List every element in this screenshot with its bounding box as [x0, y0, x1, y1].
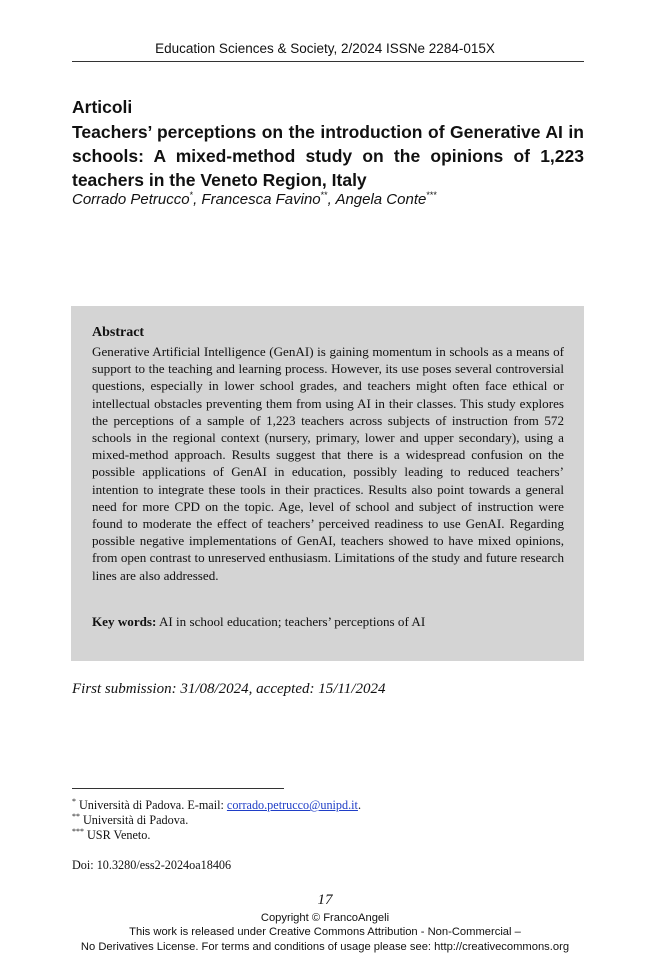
- author-affiliation-mark: **: [320, 190, 328, 200]
- abstract-text: Generative Artificial Intelligence (GenAI) is gaining momentum in schools as a means of support to the teaching and learning process. However, its use poses several controversial questions, especially in lower school grades, and teachers might often face ethical or intellectual obstacles preventing them from using AI in their classes. This study explores the perceptions of a sample of 1,223 teachers across subjects of instruction from 572 schools in the regional context (nursery, primary, lower and upper secondary), using a mixed-method approach. Results suggest that there is a widespread confusion on the possible applications of GenAI in education, possibly leading to reduced teachers’ intention to integrate these tools in their practices. Results also point towards a general need for more CPD on the topic. Age, level of school and subject of instruction were found to moderate the effect of teachers’ perceived readiness to use GenAI. Regarding possible negative implementations of GenAI, teachers showed to have mixed opinions, from open contrast to unreserved enthusiasm. Limitations of the study and future research lines are also addressed.: [92, 344, 564, 583]
- author-list: [72, 191, 437, 208]
- footnote-mark: *: [72, 796, 76, 806]
- author-affiliation-mark: ***: [426, 190, 437, 200]
- footnote-mark: **: [72, 811, 80, 821]
- author-name: Francesca Favino: [201, 191, 321, 208]
- footnote-end: .: [357, 798, 361, 812]
- copyright-line: Copyright © FrancoAngeli: [260, 912, 390, 924]
- author-affiliation-mark: *: [189, 190, 194, 200]
- header-rule: [72, 61, 584, 62]
- footnote-text: USR Veneto.: [87, 828, 151, 842]
- footnote-rule: [72, 788, 284, 789]
- submission-dates: First submission: 31/08/2024, accepted: 15/11/2024: [72, 681, 386, 697]
- author-name: Angela Conte: [335, 191, 427, 208]
- keywords-label: Key words:: [92, 614, 157, 629]
- journal-header: Education Sciences & Society, 2/2024 ISSNe 2284-015X: [155, 41, 495, 56]
- license-line: No Derivatives License. For terms and conditions of usage please see: http://creativecommons.org: [80, 941, 570, 953]
- keywords-text: AI in school education; teachers’ perceptions of AI: [158, 614, 426, 629]
- footnote: [72, 828, 150, 843]
- keywords: [92, 614, 425, 630]
- author-separator: ,: [193, 191, 202, 208]
- section-label: Articoli: [72, 97, 133, 117]
- footnote-text: Università di Padova. E-mail:: [79, 798, 227, 812]
- footnote-text: Università di Padova.: [83, 813, 189, 827]
- author-name: Corrado Petrucco: [72, 191, 190, 208]
- license-line: This work is released under Creative Commons Attribution - Non-Commercial –: [129, 926, 521, 938]
- abstract-box: [71, 306, 584, 661]
- author-separator: ,: [327, 191, 336, 208]
- footnote: [72, 813, 188, 828]
- doi: Doi: 10.3280/ess2-2024oa18406: [72, 858, 232, 872]
- footnote: [72, 798, 361, 813]
- article-title: Teachers’ perceptions on the introduction of Generative AI in schools: A mixed-method study on the opinions of 1,223 teachers in the Veneto Region, Italy: [72, 122, 584, 190]
- page-number: 17: [317, 892, 333, 908]
- abstract-heading: Abstract: [92, 325, 145, 340]
- footnote-mark: ***: [72, 826, 84, 836]
- email-link[interactable]: corrado.petrucco@unipd.it: [226, 798, 358, 812]
